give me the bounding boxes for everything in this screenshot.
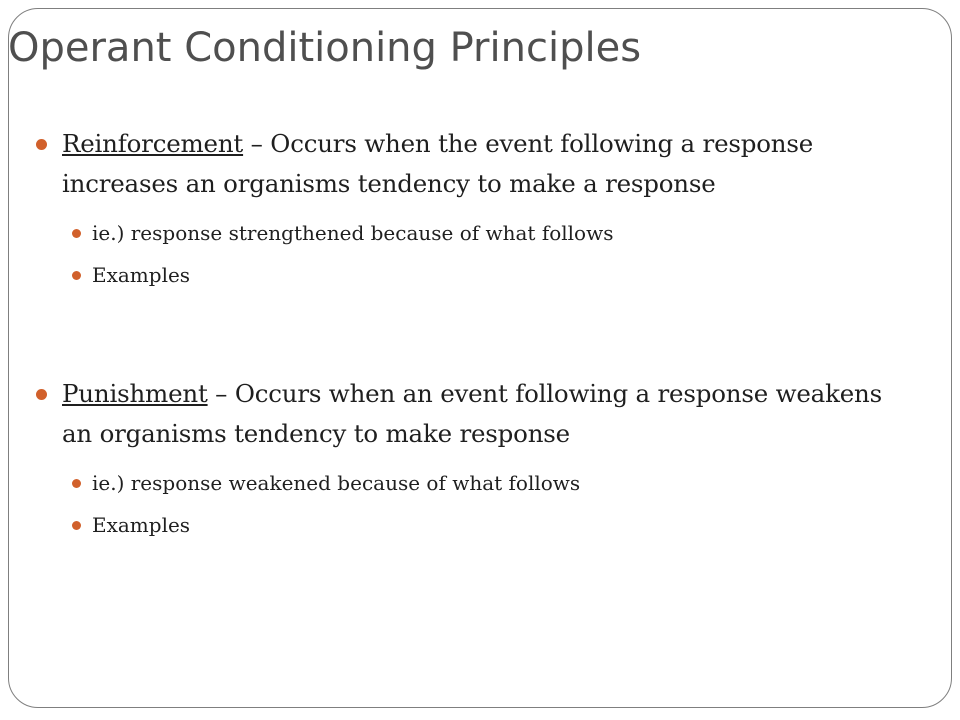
term-punishment: Punishment [62, 379, 208, 408]
bullet-dot [72, 521, 81, 530]
slide-title: Operant Conditioning Principles [8, 25, 642, 71]
sub-bullet-punishment-examples [36, 512, 916, 538]
slide-content [36, 124, 916, 538]
sub-bullet-text: Examples [92, 263, 191, 287]
term-reinforcement: Reinforcement [62, 129, 244, 158]
bullet-dot [72, 271, 81, 280]
definition-punishment: – Occurs when an event following a response weakens an organisms tendency to make response [62, 379, 882, 448]
sub-bullet-punishment-ie [36, 470, 916, 496]
bullet-dot [36, 139, 47, 150]
sub-bullet-text: ie.) response weakened because of what follows [92, 471, 581, 495]
bullet-dot [72, 479, 81, 488]
sub-bullet-text: ie.) response strengthened because of what follows [92, 221, 614, 245]
sub-bullet-reinforcement-ie [36, 220, 916, 246]
bullet-dot [72, 229, 81, 238]
sub-bullet-reinforcement-examples [36, 262, 916, 288]
bullet-reinforcement [36, 124, 916, 204]
section-spacer [36, 288, 916, 374]
bullet-dot [36, 389, 47, 400]
bullet-punishment [36, 374, 916, 454]
definition-reinforcement: – Occurs when the event following a response increases an organisms tendency to make a response [62, 129, 814, 198]
sub-bullet-text: Examples [92, 513, 191, 537]
